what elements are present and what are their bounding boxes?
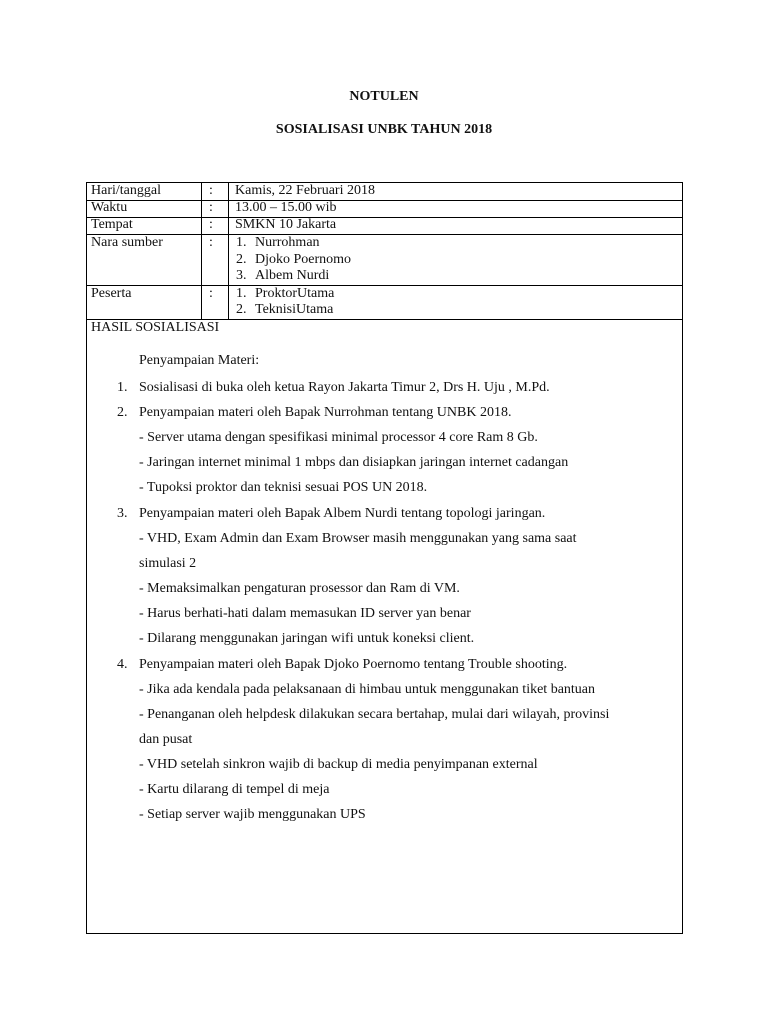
- speaker-name: Nurrohman: [255, 235, 320, 250]
- table-column-rule: [201, 182, 202, 320]
- list-item: Penyampaian materi oleh Bapak Djoko Poernomo tentang Trouble shooting.: [139, 657, 568, 672]
- list-item-number: 1.: [117, 380, 128, 395]
- info-label-day-date: Hari/tanggal: [91, 183, 161, 198]
- info-label-place: Tempat: [91, 217, 133, 232]
- participant-number: 1.: [236, 286, 247, 301]
- participant-name: TeknisiUtama: [255, 302, 334, 317]
- speaker-name: Albem Nurdi: [255, 268, 330, 283]
- list-sub-item: - Jika ada kendala pada pelaksanaan di himbau untuk menggunakan tiket bantuan: [139, 682, 596, 697]
- list-item-number: 4.: [117, 657, 128, 672]
- info-value-day-date: Kamis, 22 Februari 2018: [235, 183, 375, 198]
- info-label-speakers: Nara sumber: [91, 235, 163, 250]
- list-sub-item: - VHD setelah sinkron wajib di backup di media penyimpanan external: [139, 757, 538, 772]
- list-sub-item: - Dilarang menggunakan jaringan wifi untuk koneksi client.: [139, 631, 475, 646]
- speaker-number: 2.: [236, 252, 247, 267]
- speaker-number: 3.: [236, 268, 247, 283]
- document-subtitle: SOSIALISASI UNBK TAHUN 2018: [275, 122, 493, 137]
- list-item: Penyampaian materi oleh Bapak Albem Nurdi tentang topologi jaringan.: [139, 506, 546, 521]
- info-separator: :: [209, 217, 213, 232]
- info-value-time: 13.00 – 15.00 wib: [235, 200, 337, 215]
- list-sub-item: - Penanganan oleh helpdesk dilakukan secara bertahap, mulai dari wilayah, provinsi: [139, 707, 610, 722]
- table-column-rule: [228, 182, 229, 320]
- result-intro: Penyampaian Materi:: [139, 353, 260, 368]
- list-sub-item: simulasi 2: [139, 556, 197, 571]
- list-item: Penyampaian materi oleh Bapak Nurrohman tentang UNBK 2018.: [139, 405, 512, 420]
- list-sub-item: - VHD, Exam Admin dan Exam Browser masih menggunakan yang sama saat: [139, 531, 577, 546]
- info-separator: :: [209, 200, 213, 215]
- list-sub-item: - Harus berhati-hati dalam memasukan ID server yan benar: [139, 606, 471, 621]
- list-sub-item: dan pusat: [139, 732, 193, 747]
- info-separator: :: [209, 183, 213, 198]
- table-rule: [86, 217, 683, 218]
- info-label-time: Waktu: [91, 200, 128, 215]
- list-sub-item: - Tupoksi proktor dan teknisi sesuai POS UN 2018.: [139, 480, 428, 495]
- document-title: NOTULEN: [349, 89, 419, 104]
- list-item-number: 3.: [117, 506, 128, 521]
- list-sub-item: - Setiap server wajib menggunakan UPS: [139, 807, 366, 822]
- table-rule: [86, 285, 683, 286]
- list-sub-item: - Kartu dilarang di tempel di meja: [139, 782, 330, 797]
- list-item-number: 2.: [117, 405, 128, 420]
- info-separator: :: [209, 235, 213, 250]
- list-sub-item: - Memaksimalkan pengaturan prosessor dan Ram di VM.: [139, 581, 460, 596]
- result-heading: HASIL SOSIALISASI: [91, 320, 220, 335]
- info-separator: :: [209, 286, 213, 301]
- info-label-participants: Peserta: [91, 286, 132, 301]
- speaker-name: Djoko Poernomo: [255, 252, 352, 267]
- list-sub-item: - Jaringan internet minimal 1 mbps dan disiapkan jaringan internet cadangan: [139, 455, 569, 470]
- table-rule: [86, 200, 683, 201]
- speaker-number: 1.: [236, 235, 247, 250]
- list-item: Sosialisasi di buka oleh ketua Rayon Jakarta Timur 2, Drs H. Uju , M.Pd.: [139, 380, 550, 395]
- info-value-place: SMKN 10 Jakarta: [235, 217, 337, 232]
- list-sub-item: - Server utama dengan spesifikasi minimal processor 4 core Ram 8 Gb.: [139, 430, 538, 445]
- participant-number: 2.: [236, 302, 247, 317]
- table-rule: [86, 234, 683, 235]
- participant-name: ProktorUtama: [255, 286, 335, 301]
